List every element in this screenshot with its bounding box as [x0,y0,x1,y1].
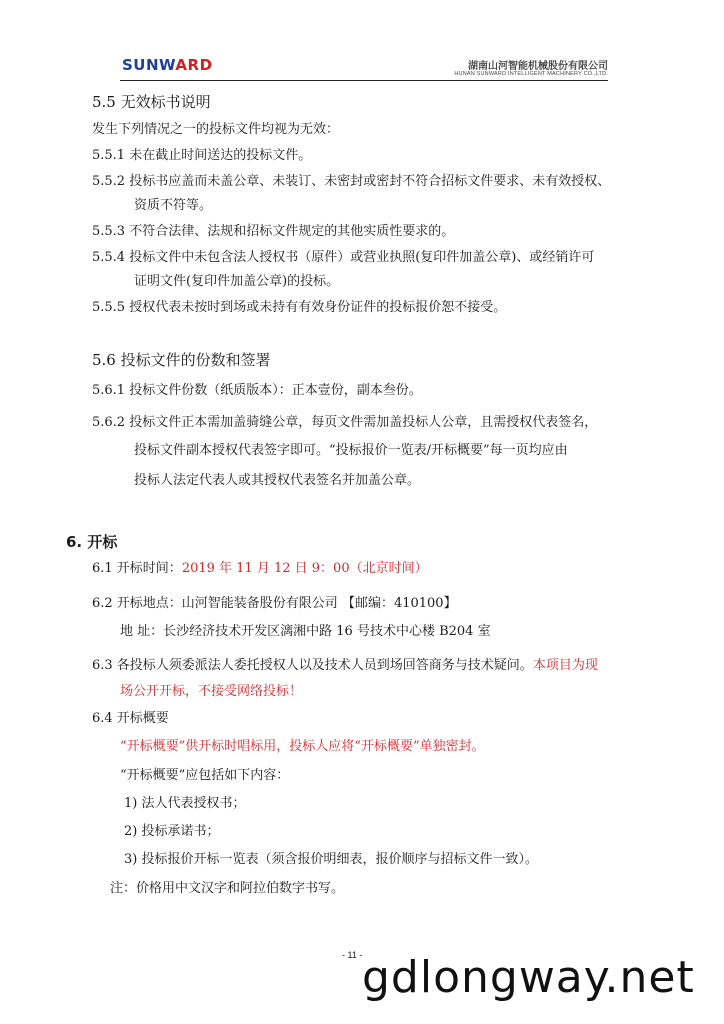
overview-intro: “开标概要”应包括如下内容： [120,768,290,783]
company-name-en: HUNAN SUNWARD INTELLIGENT MACHINERY CO.,LTD. [454,71,608,77]
page-number: - 11 - [342,950,363,960]
clause-5-5-3: 5.5.3 不符合法律、法规和招标文件规定的其他实质性要求的。 [92,224,455,239]
page-header [0,0,724,90]
clause-5-5-5: 5.5.5 授权代表未按时到场或未持有有效身份证件的投标报价恕不接受。 [92,300,507,315]
clause-5-5-4-cont: 证明文件(复印件加盖公章)的投标。 [134,274,340,289]
clause-6-1 [92,560,428,578]
clause-5-6-2: 5.6.2 投标文件正本需加盖骑缝公章，每页文件需加盖投标人公章，且需授权代表签名， [92,415,598,430]
clause-6-3 [92,657,598,675]
overview-item: 1) 法人代表授权书； [124,796,246,811]
clause-5-5-4: 5.5.4 投标文件中未包含法人授权书（原件）或营业执照(复印件加盖公章)、或经销许可 [92,250,595,265]
section-6-title: 6. 开标 [66,533,118,551]
overview-item: 3) 投标报价开标一览表（须含报价明细表，报价顺序与招标文件一致）。 [124,852,538,867]
clause-6-4-title: 6.4 开标概要 [92,711,169,726]
clause-5-5-1: 5.5.1 未在截止时间送达的投标文件。 [92,148,312,163]
clause-6-3-emphasis: 本项目为现 [532,658,598,673]
company-name-cn: 湖南山河智能机械股份有限公司 [468,61,608,72]
logo-text-part1: SUNW [122,56,176,74]
clause-6-2-address: 地 址：长沙经济技术开发区漓湘中路 16 号技术中心楼 B204 室 [120,624,491,639]
opening-time-label: 6.1 开标时间： [92,561,182,576]
clause-6-3-emphasis-cont: 场公开开标，不接受网络投标！ [120,684,303,699]
header-divider [120,80,608,81]
clause-5-6-1: 5.6.1 投标文件份数（纸质版本）：正本壹份，副本叁份。 [92,383,422,398]
logo-text-part2: ARD [175,56,213,74]
section-5-5-intro: 发生下列情况之一的投标文件均视为无效： [92,122,340,137]
opening-time-value: 2019 年 11 月 12 日 9：00（北京时间） [181,561,428,576]
sunward-logo [122,56,213,74]
price-note: 注：价格用中文汉字和阿拉伯数字书写。 [110,881,345,896]
overview-item: 2) 投标承诺书； [124,824,220,839]
clause-6-3-text: 6.3 各投标人须委派法人委托授权人以及技术人员到场回答商务与技术疑问。 [92,658,533,673]
watermark-text: gdlongway.net [362,952,695,1003]
clause-5-5-2-cont: 资质不符等。 [134,198,213,213]
clause-5-6-2-cont1: 投标文件副本授权代表签字即可。“投标报价一览表/开标概要”每一页均应由 [134,443,568,458]
section-5-6-title: 5.6 投标文件的份数和签署 [92,351,271,369]
section-5-5-title: 5.5 无效标书说明 [92,93,211,111]
clause-5-5-2: 5.5.2 投标书应盖而未盖公章、未装订、未密封或密封不符合招标文件要求、未有效授权、 [92,174,611,189]
clause-5-6-2-cont2: 投标人法定代表人或其授权代表签名并加盖公章。 [134,473,421,488]
clause-6-2: 6.2 开标地点：山河智能装备股份有限公司 【邮编：410100】 [92,596,457,611]
overview-sealing-note: “开标概要”供开标时唱标用，投标人应将“开标概要”单独密封。 [120,739,485,754]
